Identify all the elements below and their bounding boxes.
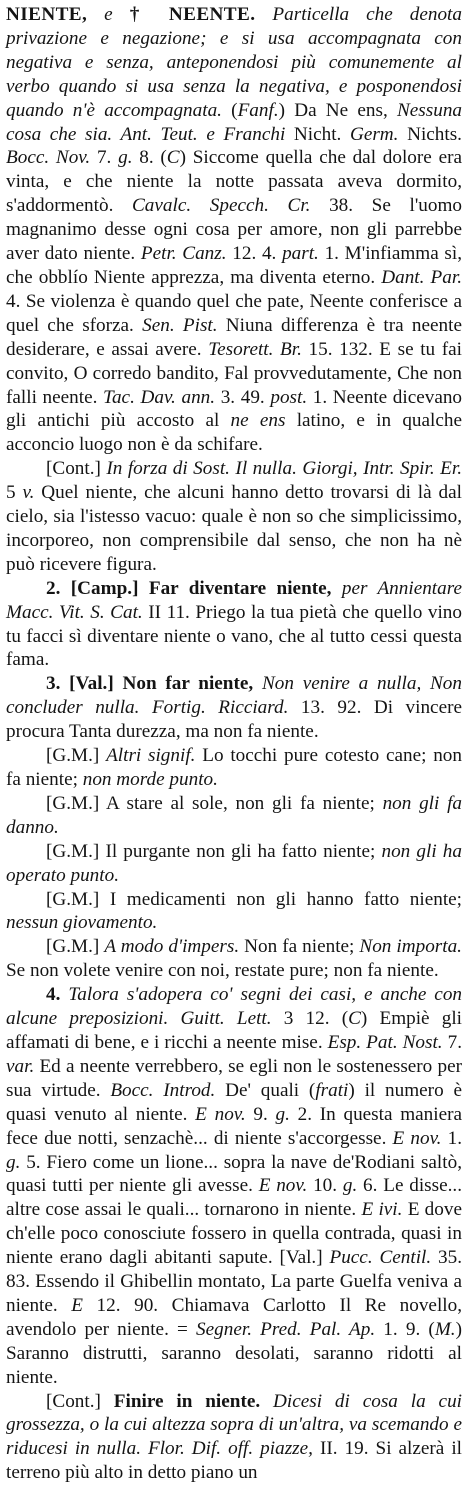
text: 9.: [245, 1103, 276, 1125]
citation-part: part.: [282, 243, 319, 265]
text: 8. (: [132, 147, 167, 169]
text: 5: [6, 482, 23, 504]
sense-number: 4.: [46, 984, 69, 1006]
text: Lo tocchi pure cotesto cane; non fa niente;: [6, 745, 462, 790]
text: 38. Se l'uomo magnanimo desse ogni cosa per amore, non gli parrebbe aver dato niente.: [6, 195, 462, 265]
gloss-frati: frati: [315, 1079, 349, 1101]
sense-2: [6, 577, 462, 673]
sense-sost: [6, 457, 462, 577]
citation-dant: Dant. Par.: [381, 266, 463, 288]
sense-definition: Non venire a nulla, Non concluder nulla. Fortig. Ricciard.: [6, 673, 462, 719]
text: 15. 132. E se tu fai convito, O corredo bandito, Fal provvedutamente, Che non falli neente.: [6, 338, 462, 408]
text: 4. Se violenza è quando quel che pate, Neente conferisce a quel che sforza.: [6, 290, 462, 336]
text: Se non volete venire con noi, restate pure; non fa niente.: [6, 960, 439, 982]
source-fanf: Fanf.: [237, 99, 279, 121]
text: [260, 1391, 273, 1412]
editor-tag: [G.M.]: [46, 792, 106, 814]
citation-m: M.: [434, 1318, 456, 1340]
text: Quel niente, che alcuni hanno detto trovarsi di là dal cielo, sia l'istesso vacuo: quale è non so che simplicissimo, incorporeo, non comprensibile dal senso, che non ha nè può ricevere figura.: [6, 482, 462, 575]
citation-tesor: Tesorett. Br.: [208, 338, 302, 360]
sense-finire-in-niente: [6, 1390, 462, 1485]
headword-niente: NIENTE,: [6, 4, 88, 25]
etymology-note: Nessuna cosa che sia. Ant. Teut.: [6, 99, 463, 145]
text: E dove ch'elle poco conosciute fossero in quella contrada, quasi in niente erano dagli abitanti sapute. [Val.]: [6, 1199, 462, 1269]
sense-number: 3. [Val.]: [46, 673, 123, 695]
phrase-headword: Non far niente,: [122, 673, 254, 695]
text: 2. In questa maniera fece due notti, senzachè... di niente s'accorgesse.: [6, 1103, 462, 1149]
gloss: non gli fa danno.: [6, 792, 462, 838]
sense-definition: Dicesi di cosa la cui grossezza, o la cui altezza sopra di un'altra, va scemando e riducesi in nulla. Flor. Dif. off. piazze,: [6, 1390, 462, 1460]
text: 5. Fiero come un lione... sopra la nave de'Rodiani saltò, quasi tutti per niente gli avesse.: [6, 1151, 462, 1197]
citation-esp: Esp. Pat. Nost.: [327, 1031, 443, 1053]
text: De' quali (: [215, 1079, 316, 1101]
text: [331, 578, 341, 599]
citation-c: C: [166, 147, 180, 169]
sense-gm-purgante: [6, 840, 462, 888]
editor-tag: [G.M.]: [46, 840, 106, 862]
etymology-franchi: e Franchi: [206, 123, 286, 145]
latin-ne-ens: ne ens: [230, 410, 286, 432]
text: 7.: [90, 147, 119, 169]
editor-tag: [G.M.]: [46, 936, 105, 958]
citation-cavalc: Cavalc. Specch. Cr.: [132, 195, 311, 217]
text: Il purgante non gli ha fatto niente;: [105, 840, 382, 862]
citation-segner: Segner. Pred. Pal. Ap.: [196, 1318, 376, 1340]
editor-tag: [G.M.]: [46, 888, 110, 910]
gloss: non morde punto.: [82, 769, 218, 790]
text: latino, e in qualche acconcio luogo non è da schifare.: [6, 410, 462, 456]
text: Ed a neente verrebbero, se egli non le sostenessero per sua virtude.: [6, 1055, 462, 1101]
text: 12. 4.: [226, 243, 283, 265]
text: ) Saranno distrutti, saranno desolati, saranno ridotti al niente.: [6, 1318, 462, 1388]
text: (: [221, 99, 238, 121]
sense-definition: per Annientare Macc. Vit. S. Cat.: [6, 577, 463, 623]
citation-g: g.: [118, 147, 133, 169]
text: II 11. Priego la tua pietà che quello vino tu facci sì diventare niente o vano, che al tutto cessi questa fama.: [6, 601, 462, 671]
citation-e-nov: E nov.: [392, 1127, 442, 1149]
sense-label: A modo d'impers.: [104, 936, 240, 958]
text: 13. 92. Di vincere procura Tanta durezza, ma non fa niente.: [6, 697, 462, 743]
citation-post: post.: [270, 386, 308, 408]
sense-gm-impers: [6, 935, 462, 983]
gloss: Non importa.: [359, 936, 462, 958]
text: Niuna differenza è tra neente desiderare, e assai avere.: [6, 314, 462, 360]
headword-neente: NEENTE.: [151, 4, 256, 25]
text: 3. 49.: [215, 386, 271, 408]
sense-4: [6, 983, 462, 1389]
text: 1. 9. (: [375, 1318, 435, 1340]
conjunction: e: [87, 4, 130, 25]
text: Nichts.: [398, 123, 462, 145]
citation-var: var.: [6, 1055, 35, 1077]
text: 1.: [441, 1127, 463, 1149]
text: 1. M'infiamma sì, che obblío Niente apprezza, ma diventa eterno.: [6, 243, 463, 288]
editor-tag: [G.M.]: [46, 745, 107, 767]
phrase-headword: Far diventare niente,: [148, 577, 332, 599]
sense-label: In forza di Sost. Il nulla. Giorgi, Intr. Spir. Er.: [106, 458, 462, 480]
text: 7.: [442, 1031, 462, 1053]
phrase-headword: Finire in niente.: [113, 1390, 261, 1412]
citation-petr: Petr. Canz.: [140, 243, 227, 265]
definition: Particella che denota privazione e negazione; e si usa accompagnata con negativa e senza, anteponendosi più comunemente al verbo quando si usa senza la negativa, e posponendosi quando n'è accompagnata.: [6, 4, 462, 121]
text: Nicht.: [285, 123, 350, 145]
citation-bocc: Bocc. Nov.: [6, 147, 91, 169]
sense-number: 2. [Camp.]: [46, 577, 149, 599]
etymology-germ: Germ.: [349, 123, 399, 145]
citation-c: C: [348, 1008, 361, 1030]
text: A stare al sole, non gli fa niente;: [105, 792, 383, 814]
text: Non fa niente;: [239, 936, 360, 958]
editor-tag: [Cont.]: [46, 458, 107, 480]
citation-e-ivi: E ivi.: [361, 1199, 403, 1221]
citation-sen: Sen. Pist.: [142, 314, 218, 336]
sense-gm-sole: [6, 792, 462, 840]
text: 3 12. (: [271, 1008, 349, 1030]
sense-definition: Talora s'adopera co' segni dei casi, e anche con alcune preposizioni. Guitt. Lett.: [6, 984, 463, 1030]
sense-label: Altri signif.: [106, 745, 196, 767]
citation-e-nov: E nov.: [195, 1103, 246, 1125]
text: 10.: [307, 1175, 343, 1197]
citation-g: g.: [6, 1151, 21, 1173]
gloss: nessun giovamento.: [6, 912, 158, 934]
editor-tag: [Cont.]: [46, 1390, 114, 1412]
sense-3: [6, 672, 462, 744]
obsolete-cross-icon: †: [129, 4, 152, 25]
text: ) Da Ne ens,: [278, 99, 397, 121]
text: 6. Le disse... altre cose assai le quali... tornarono in niente.: [6, 1175, 463, 1221]
sense-gm-medicamenti: [6, 888, 462, 936]
citation-g: g.: [275, 1103, 290, 1125]
gloss: non gli ha operato punto.: [6, 840, 462, 886]
entry-niente-definition: [6, 3, 462, 457]
text: 1. Neente dicevano gli antichi più accosto al: [6, 386, 463, 432]
text: ) il numero è quasi venuto al niente.: [6, 1079, 462, 1125]
citation-g: g.: [342, 1175, 358, 1197]
text: ) Empiè gli affamati di bene, e i ricchi a neente mise.: [6, 1008, 463, 1053]
citation-tac: Tac. Dav. ann.: [103, 386, 216, 408]
text: I medicamenti non gli hanno fatto niente;: [109, 888, 462, 910]
text: II. 19. Si alzerà il terreno più alto in detto piano un: [6, 1438, 462, 1484]
text: 12. 90. Chiamava Carlotto Il Re novello, avendolo per niente. =: [6, 1294, 462, 1340]
citation-e-nov: E nov.: [258, 1175, 308, 1197]
citation-bocc: Bocc. Introd.: [110, 1079, 216, 1101]
text: [253, 673, 262, 694]
citation-pucc: Pucc. Centil.: [329, 1247, 432, 1269]
text: 35. 83. Essendo il Ghibellin montato, La parte Guelfa veniva a niente.: [6, 1247, 463, 1316]
sense-gm-altri: [6, 744, 462, 792]
text: ) Siccome quella che dal dolore era vinta, e che niente la notte passata aveva dormito, s'addormentò.: [6, 147, 462, 217]
citation-e: E: [71, 1294, 83, 1316]
citation-v: v.: [22, 482, 35, 504]
